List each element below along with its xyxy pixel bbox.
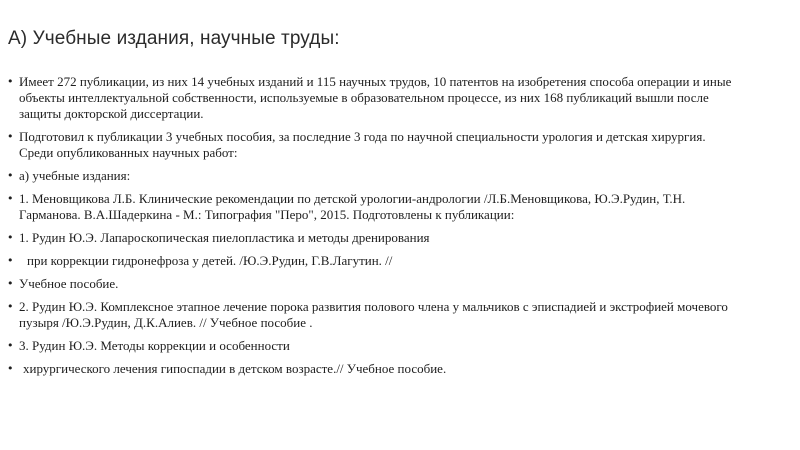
list-item <box>7 191 732 223</box>
bullet-icon: • <box>7 231 14 244</box>
bullet-icon: • <box>7 254 14 267</box>
list-item-text: а) учебные издания: <box>19 168 131 183</box>
list-item <box>7 168 732 184</box>
list-item <box>7 74 732 122</box>
list-item-text: Подготовил к публикации 3 учебных пособия, за последние 3 года по научной специальности урология и детская хирургия. Среди опубликованных научных работ: <box>19 129 706 160</box>
bullet-icon: • <box>7 75 14 88</box>
list-item-text: Учебное пособие. <box>19 276 119 291</box>
list-item-text: 3. Рудин Ю.Э. Методы коррекции и особенности <box>19 338 290 353</box>
list-item-text: при коррекции гидронефроза у детей. /Ю.Э.Рудин, Г.В.Лагутин. // <box>27 253 393 268</box>
list-item <box>7 129 732 161</box>
bullet-icon: • <box>7 130 14 143</box>
list-item-text: хирургического лечения гипоспадии в детском возрасте.// Учебное пособие. <box>23 361 447 376</box>
list-item-text: 1. Рудин Ю.Э. Лапароскопическая пиелопластика и методы дренирования <box>19 230 430 245</box>
list-item <box>7 253 732 269</box>
list-item <box>7 230 732 246</box>
bullet-icon: • <box>7 277 14 290</box>
slide-title: А) Учебные издания, научные труды: <box>8 28 340 49</box>
list-item <box>7 276 732 292</box>
bullet-icon: • <box>7 192 14 205</box>
list-item-text: 2. Рудин Ю.Э. Комплексное этапное лечение порока развития полового члена у мальчиков с эписпадией и экстрофией мочевого пузыря /Ю.Э.Рудин, Д.К.Алиев. // Учебное пособие . <box>19 299 728 330</box>
bullet-list <box>7 74 732 384</box>
bullet-icon: • <box>7 339 14 352</box>
bullet-icon: • <box>7 300 14 313</box>
bullet-icon: • <box>7 362 14 375</box>
list-item <box>7 299 732 331</box>
list-item-text: Имеет 272 публикации, из них 14 учебных изданий и 115 научных трудов, 10 патентов на изобретения способа операции и иные объекты интеллектуальной собственности, используемые в образовательном процессе, из них 168 публикаций вышли после защиты докторской диссертации. <box>19 74 732 121</box>
list-item <box>7 361 732 377</box>
list-item-text: 1. Меновщикова Л.Б. Клинические рекомендации по детской урологии-андрологии /Л.Б.Меновщикова, Ю.Э.Рудин, Т.Н. Гарманова. В.А.Шадеркина - М.: Типография "Перо", 2015. Подготовлены к публикации: <box>19 191 686 222</box>
bullet-icon: • <box>7 169 14 182</box>
list-item <box>7 338 732 354</box>
